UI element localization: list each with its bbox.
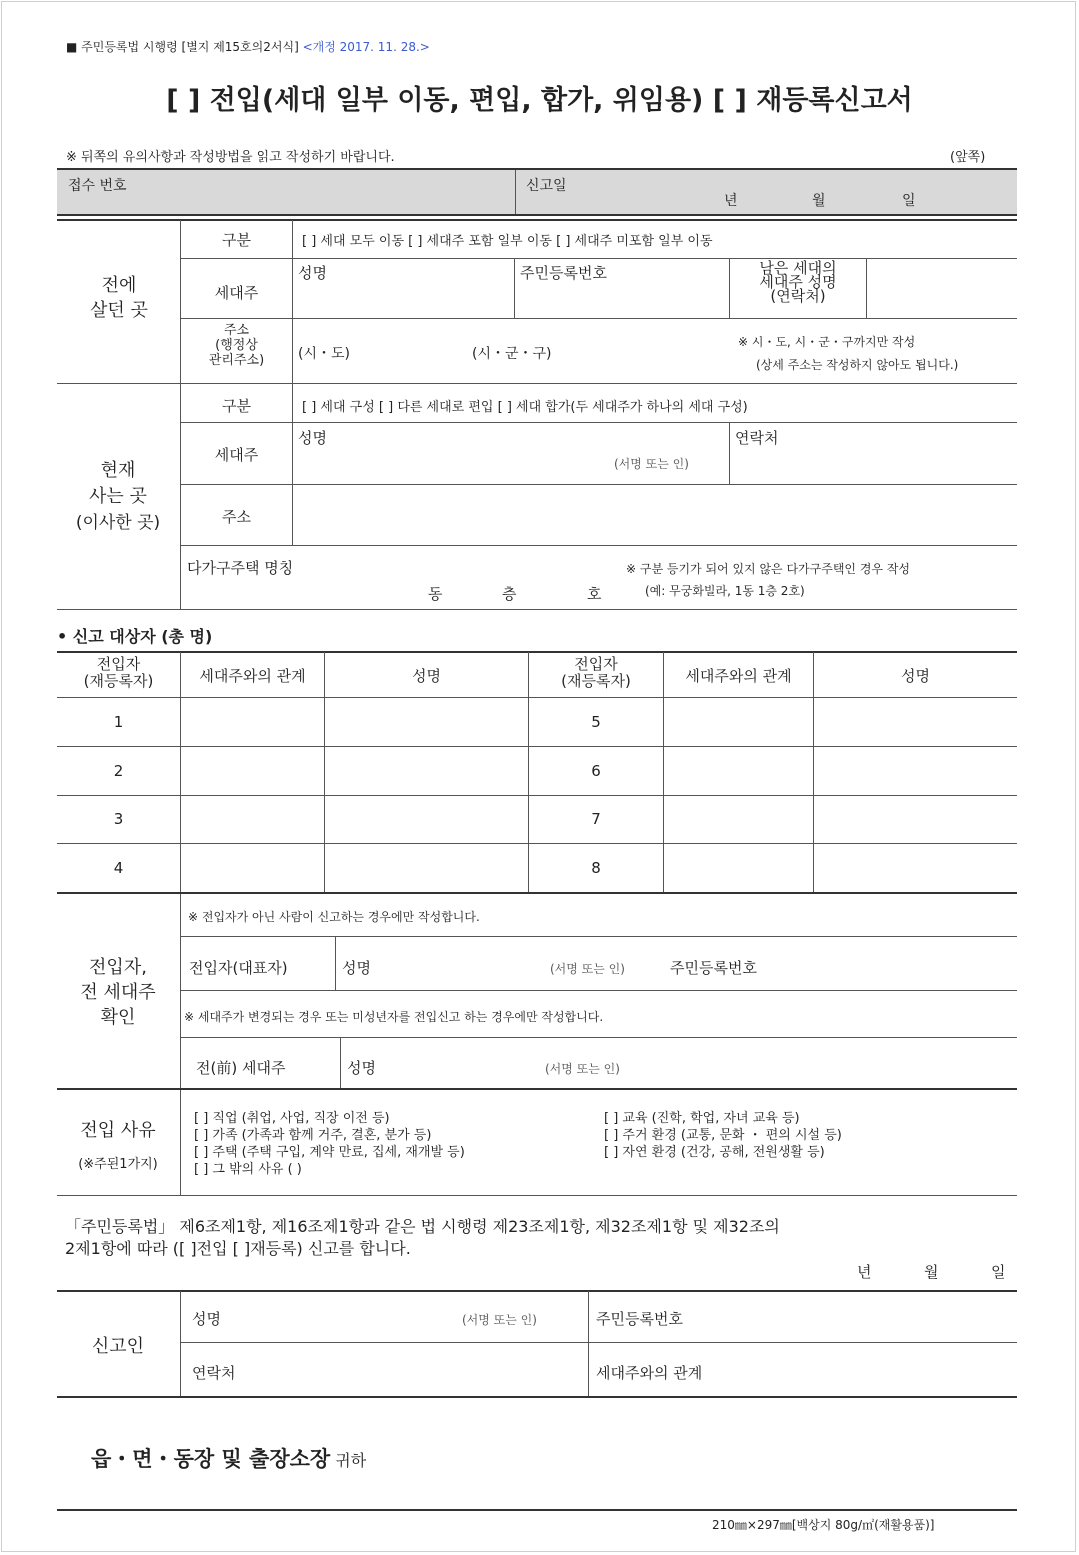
table-row-num: 1 [113,713,124,731]
table-row-num: 7 [591,810,601,828]
rep-mover-label: 전입자(대표자) [189,959,288,977]
curr-name-label: 성명 [298,429,327,447]
table-row-num: 2 [113,762,124,780]
reason-option-housing[interactable]: [ ] 주택 (주택 구입, 계약 만료, 집세, 재개발 등) [194,1145,465,1160]
reporter-name-label: 성명 [192,1310,221,1328]
rep-rrn-label: 주민등록번호 [670,959,757,977]
remaining-head-label [730,261,866,303]
curr-sign-label: (서명 또는 인) [614,457,689,471]
addressee-main: 읍・면・동장 및 출장소장 [91,1447,331,1471]
multi-house-label: 다가구주택 명칭 [187,559,294,577]
prev-rrn-label: 주민등록번호 [520,264,607,282]
remaining-head-line1: 남은 세대의 [759,259,837,277]
prev-label-line2: 살던 곳 [90,299,148,321]
curr-type-label: 구분 [222,397,251,415]
notice-text: ※ 뒤쪽의 유의사항과 작성방법을 읽고 작성하기 바랍니다. [66,150,395,165]
remaining-head-line2: 세대주 성명 [759,273,837,291]
curr-address-section-label [58,458,178,536]
revision-date: <개정 2017. 11. 28.> [302,40,430,54]
confirm-label-line3: 확인 [100,1007,136,1028]
multi-house-note2: (예: 무궁화빌라, 1동 1층 2호) [645,584,805,598]
table-row-num: 6 [591,762,601,780]
prev-sigungu: (시・군・구) [472,346,552,362]
prev-addr-line3: 관리주소) [208,353,265,368]
receipt-day: 일 [902,193,916,209]
prev-head-label: 세대주 [214,284,259,302]
col-mover-right [529,656,663,690]
reason-label: 전입 사유 [80,1120,156,1141]
confirm-note2: ※ 세대주가 변경되는 경우 또는 미성년자를 전입신고 하는 경우에만 작성합니다. [184,1010,604,1024]
prev-addr-label [181,323,292,368]
report-date-label: 신고일 [526,178,567,194]
statement-year: 년 [857,1263,872,1281]
prev-head-sign-label: (서명 또는 인) [545,1062,620,1076]
reason-option-job[interactable]: [ ] 직업 (취업, 사업, 직장 이전 등) [194,1111,390,1126]
receipt-year: 년 [724,193,738,209]
prev-sido: (시・도) [298,346,350,362]
reporter-label: 신고인 [91,1336,145,1357]
confirm-note1: ※ 전입자가 아닌 사람이 신고하는 경우에만 작성합니다. [188,910,480,924]
prev-addr-note2: (상세 주소는 작성하지 않아도 됩니다.) [756,358,959,372]
rep-sign-label: (서명 또는 인) [550,962,625,976]
prev-address-section-label [60,276,178,321]
prev-label-line1: 전에 [101,275,137,296]
reason-sublabel: (※주된1가지) [78,1157,158,1172]
table-row-num: 5 [591,713,601,731]
statement-line1: 「주민등록법」 제6조제1항, 제16조제1항과 같은 법 시행령 제23조제1항, 제32조제1항 및 제32조의 [65,1217,780,1236]
curr-head-label: 세대주 [214,446,259,464]
reason-options-right[interactable] [604,1110,842,1161]
col-mover-left-line2: (재등록자) [83,672,154,690]
receipt-number-label: 접수 번호 [68,178,127,194]
prev-addr-line2: (행정상 [215,338,258,353]
rep-name-label: 성명 [342,959,371,977]
confirm-label-line1: 전입자, [89,957,147,978]
prev-addr-line1: 주소 [223,323,250,338]
col-mover-left [57,656,180,690]
prev-head-confirm-label: 전(前) 세대주 [196,1059,286,1077]
prev-type-options[interactable]: [ ] 세대 모두 이동 [ ] 세대주 포함 일부 이동 [ ] 세대주 미포함 일부 이동 [302,234,713,249]
receipt-month: 월 [812,193,826,209]
reason-option-other[interactable]: [ ] 그 밖의 사유 ( ) [194,1162,302,1177]
reporter-contact-label: 연락처 [192,1364,236,1382]
paper-spec: 210㎜×297㎜[백상지 80g/㎡(재활용품)] [712,1518,935,1532]
reporter-rrn-label: 주민등록번호 [596,1310,683,1328]
law-ref-text: ■ 주민등록법 시행령 [별지 제15호의2서식] [66,40,299,54]
col-relation-right: 세대주와의 관계 [685,667,792,685]
dong-label: 동 [428,585,443,603]
curr-label-line3: (이사한 곳) [75,513,161,533]
col-mover-right-line1: 전입자 [574,655,618,673]
col-relation-left: 세대주와의 관계 [199,667,306,685]
statement-day: 일 [991,1263,1006,1281]
prev-type-label: 구분 [222,231,251,249]
table-row-num: 3 [113,810,124,828]
col-name-right: 성명 [901,667,930,685]
reason-option-family[interactable]: [ ] 가족 (가족과 함께 거주, 결혼, 분가 등) [194,1128,432,1143]
curr-label-line2: 사는 곳 [89,486,147,507]
col-name-left: 성명 [412,667,441,685]
ho-label: 호 [587,585,602,603]
addressee-suffix: 귀하 [335,1451,367,1470]
curr-type-options[interactable]: [ ] 세대 구성 [ ] 다른 세대로 편입 [ ] 세대 합가(두 세대주가 하나의 세대 구성) [302,400,748,415]
curr-addr-label: 주소 [222,508,251,526]
curr-contact-label: 연락처 [735,429,779,447]
multi-house-note1: ※ 구분 등기가 되어 있지 않은 다가구주택인 경우 작성 [626,562,911,576]
form-title: [ ] 전입(세대 일부 이동, 편입, 합가, 위임용) [ ] 재등록신고서 [166,85,913,116]
addressee [91,1443,366,1473]
confirm-label-line2: 전 세대주 [80,982,156,1003]
front-side-note: (앞쪽) [950,150,986,165]
reason-option-education[interactable]: [ ] 교육 (진학, 학업, 자녀 교육 등) [604,1111,800,1126]
reporter-sign-label: (서명 또는 인) [462,1313,537,1327]
table-row-num: 4 [113,859,124,877]
confirm-section-label [58,955,178,1030]
curr-label-line1: 현재 [100,460,136,481]
table-row-num: 8 [591,859,601,877]
statement-line2: 2제1항에 따라 ([ ]전입 [ ]재등록) 신고를 합니다. [65,1239,411,1258]
col-mover-left-line1: 전입자 [96,655,141,673]
law-reference [66,38,430,55]
prev-name-label: 성명 [298,264,327,282]
remaining-head-line3: (연락처) [770,287,826,305]
reporter-relation-label: 세대주와의 관계 [596,1364,703,1382]
prev-head-name-label: 성명 [347,1059,376,1077]
col-mover-right-line2: (재등록자) [561,672,631,690]
statement-month: 월 [924,1263,939,1281]
reason-option-nature[interactable]: [ ] 자연 환경 (건강, 공해, 전원생활 등) [604,1145,825,1160]
targets-title: • 신고 대상자 (총 명) [57,627,213,646]
reason-options-left[interactable] [194,1110,465,1178]
reason-option-residential[interactable]: [ ] 주거 환경 (교통, 문화 ・ 편의 시설 등) [604,1128,842,1143]
prev-addr-note1: ※ 시・도, 시・군・구까지만 작성 [738,335,916,349]
floor-label: 층 [502,585,517,603]
